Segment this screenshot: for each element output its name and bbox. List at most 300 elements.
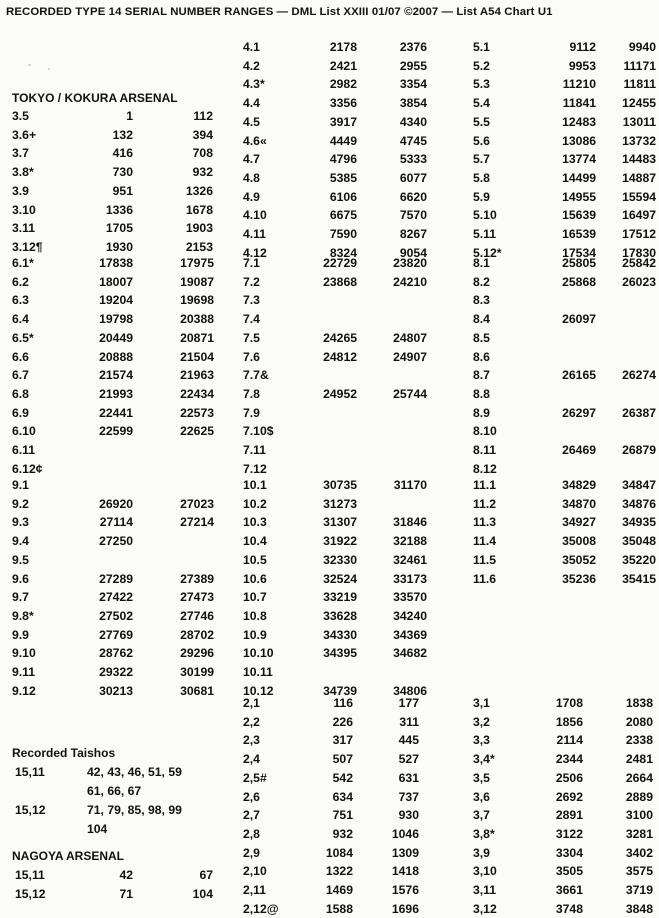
serial-end: 1696 [391,901,419,916]
serial-start: 20449 [99,330,133,345]
month-code: 4.2 [243,58,260,73]
serial-start: 26297 [562,405,596,420]
serial-start: 34829 [562,478,596,492]
month-code: 10.3 [243,515,267,530]
serial-start: 416 [112,146,133,161]
month-code: 7.12 [243,461,267,476]
serial-start: 11841 [562,96,596,111]
serial-row [243,225,435,243]
serial-start: 22729 [323,256,357,270]
serial-start: 226 [332,714,353,729]
month-code: 7.10$ [243,424,274,439]
serial-end: 35415 [622,571,656,586]
month-code: 6.6 [12,349,29,364]
serial-row [473,460,659,478]
month-code: 8.7 [473,368,490,383]
serial-end: 2664 [625,770,653,785]
serial-end: 29296 [180,646,214,661]
serial-end: 33570 [393,590,427,605]
serial-end: 25744 [393,386,427,401]
serial-row [12,460,222,478]
serial-start: 1705 [105,221,133,236]
serial-row [473,206,659,224]
month-code: 4.11 [243,227,267,241]
month-code: 8.8 [473,386,490,401]
serial-start: 1708 [555,696,583,710]
month-code: 3,3 [473,733,490,748]
month-code: 3,11 [473,883,497,897]
month-code: 3.12¶ [12,239,43,254]
serial-start: 3917 [329,114,357,129]
serial-end: 24907 [393,349,427,364]
serial-row [12,310,222,328]
serial-start: 2114 [556,733,583,748]
serial-end: 1326 [185,183,213,198]
month-code: 9.7 [12,590,29,605]
serial-end: 9054 [399,245,427,260]
serial-end: 23820 [393,256,427,270]
serial-end: 2481 [625,752,653,767]
serial-row [243,532,435,550]
serial-start: 2982 [329,77,357,92]
serial-start: 1336 [105,202,133,217]
month-code: 6.2 [12,274,29,289]
serial-start: 30213 [99,683,133,698]
serial-start: 25805 [562,256,596,270]
month-code: 5.1 [473,40,490,54]
serial-end: 394 [192,127,213,142]
serial-row [243,57,435,75]
serial-row [243,460,435,478]
month-code: 3.10 [12,202,36,217]
serial-end: 27023 [180,496,214,511]
serial-start: 27289 [99,571,133,586]
serial-row [12,422,222,440]
serial-row [243,551,435,569]
serial-end: 16497 [622,208,656,223]
serial-end: 34806 [393,683,427,698]
serial-start: 317 [332,733,353,748]
serial-start: 34330 [323,627,357,642]
serial-row [243,366,435,384]
serial-row [12,348,222,366]
serial-end: 14483 [622,152,656,167]
month-code: 2,7 [243,808,260,823]
month-code: 3,9 [473,845,490,860]
serial-start: 26469 [562,443,596,457]
serial-end: 1309 [391,845,419,860]
serial-row [473,806,659,824]
serial-end: 3402 [625,845,653,860]
serial-end: 31846 [393,515,427,530]
month-code: 8.4 [473,312,490,327]
serial-end: 1576 [391,883,419,897]
month-code: 8.9 [473,405,490,420]
serial-row [473,132,659,150]
month-code: 5.9 [473,189,490,204]
serial-end: 13732 [622,133,656,148]
serial-end: 932 [192,165,213,180]
month-code: 11.5 [473,552,497,567]
serial-end: 3354 [399,77,427,92]
serial-start: 951 [112,183,133,198]
serial-start: 132 [112,127,133,142]
serial-start: 21574 [99,368,133,383]
serial-start: 35052 [562,552,596,567]
month-code: 9.6 [12,571,29,586]
serial-row [243,329,435,347]
scan-speck [48,68,50,70]
month-code: 7.5 [243,330,260,345]
serial-end: 15594 [622,189,656,204]
month-code: 7.8 [243,386,260,401]
serial-start: 3505 [555,864,583,879]
serial-end: 527 [398,752,419,767]
month-code: 4.6« [243,133,267,148]
serial-end: 3575 [625,864,653,879]
serial-start: 8324 [329,245,357,260]
serial-end: 2376 [399,40,427,54]
serial-start: 507 [332,752,353,767]
serial-row [243,626,435,644]
month-code: 8.10 [473,424,497,439]
month-code: 2,10 [243,864,267,879]
month-code: 15,12 [15,886,46,901]
serial-row [243,607,435,625]
month-code: 7.3 [243,293,260,308]
serial-start: 1930 [105,239,133,254]
serial-start: 4796 [329,152,357,167]
serial-start: 17838 [99,256,133,270]
serial-row [243,570,435,588]
serial-start: 31307 [323,515,357,530]
serial-row [473,188,659,206]
month-code: 10.2 [243,496,267,511]
serial-end: 24807 [393,330,427,345]
serial-row [243,150,435,168]
serial-row [243,422,435,440]
serial-start: 19204 [99,293,133,308]
serial-row [12,329,222,347]
serial-row [12,682,222,700]
serial-row [473,225,659,243]
month-code: 2,12@ [243,901,279,916]
serial-row [12,607,222,625]
month-code: 4.9 [243,189,260,204]
serial-row [243,495,435,513]
serial-end: 311 [399,714,419,729]
month-code: 5.4 [473,96,490,111]
serial-row [473,150,659,168]
serial-end: 34935 [622,515,656,530]
serial-row [473,731,659,749]
serial-start: 30735 [323,478,357,492]
serial-end: 34876 [622,496,656,511]
serial-start: 3748 [555,901,583,916]
serial-end: 30199 [180,665,214,679]
serial-start: 26920 [99,496,133,511]
serial-row [12,663,222,681]
serial-start: 2178 [329,40,357,54]
serial-row [473,551,659,569]
month-code: 10.8 [243,608,267,623]
month-code: 4.8 [243,170,260,185]
serial-end: 32461 [393,552,427,567]
serial-row [12,254,222,272]
month-code: 8.12 [473,461,497,476]
serial-row [473,329,659,347]
serial-row [12,385,222,403]
serial-end: 33173 [393,571,427,586]
month-code: 3.5 [12,109,29,123]
serial-start: 1084 [325,845,353,860]
month-code: 2,9 [243,845,260,860]
serial-start: 3356 [329,96,357,111]
serial-row [243,769,427,787]
recorded-taishos-label: Recorded Taishos [12,746,116,760]
month-code: 10.6 [243,571,267,586]
month-code: 5.3 [473,77,490,92]
serial-start: 1856 [555,714,583,729]
serial-end: 27473 [180,590,214,605]
serial-end: 27389 [180,571,214,586]
serial-start: 22441 [99,405,133,420]
serial-end: 31170 [393,478,427,492]
serial-end: 22434 [180,386,214,401]
serial-end: 4745 [399,133,427,148]
serial-row [473,291,659,309]
serial-row [473,844,659,862]
serial-end: 930 [398,808,419,823]
serial-row [12,107,221,125]
month-code: 9.9 [12,627,29,642]
serial-row [473,495,659,513]
serial-row [12,219,221,237]
serial-start: 6675 [329,208,357,223]
month-code: 3,5 [473,770,490,785]
serial-row [243,38,435,56]
month-code: 7.1 [243,256,260,270]
serial-row [243,713,427,731]
month-code: 11.3 [473,515,497,530]
serial-start: 32524 [323,571,357,586]
serial-end: 20388 [180,312,214,327]
serial-end: 34682 [393,646,427,661]
serial-end: 7570 [399,208,427,223]
serial-row [12,291,222,309]
serial-row [12,626,222,644]
serial-row [12,126,221,144]
serial-row [473,713,659,731]
taisho-serials-line2: 104 [87,821,108,836]
month-code: 5.2 [473,58,490,73]
serial-end: 19087 [180,274,214,289]
serial-end: 27214 [180,515,214,530]
serial-start: 34395 [323,646,357,661]
serial-end: 6620 [399,189,427,204]
nagoya-label: NAGOYA ARSENAL [12,849,125,863]
month-code: 3,2 [473,714,490,729]
serial-end: 11811 [623,77,656,92]
month-code: 4.1 [243,40,260,54]
month-code: 9.8* [12,608,34,623]
serial-row [473,254,659,272]
month-code: 7.7& [243,368,269,383]
serial-start: 751 [332,808,353,823]
month-code: 3,4* [473,752,495,767]
serial-end: 22573 [180,405,214,420]
serial-start: 17534 [562,245,596,260]
month-code: 2,8 [243,826,260,841]
serial-start: 4449 [329,133,357,148]
serial-row [243,441,435,459]
serial-start: 116 [333,696,353,710]
serial-row [243,750,427,768]
month-code: 9.12 [12,683,36,698]
serial-row [243,94,435,112]
serial-start: 32330 [323,552,357,567]
taisho-serials-line1: 71, 79, 85, 98, 99 [87,803,182,817]
month-code: 11.4 [473,534,497,549]
month-code: 3.7 [12,146,29,161]
serial-end: 20871 [180,330,214,345]
serial-row [12,182,221,200]
serial-start: 34739 [323,683,357,698]
month-code: 4.7 [243,152,260,167]
serial-start: 542 [332,770,353,785]
month-code: 8.2 [473,274,490,289]
taisho-code: 15,12 [15,803,46,817]
serial-row [243,75,435,93]
serial-end: 13011 [622,114,656,129]
serial-end: 17512 [622,227,656,241]
serial-start: 18007 [99,274,133,289]
serial-start: 12483 [562,114,596,129]
month-code: 3,12 [473,901,497,916]
serial-row [12,532,222,550]
month-code: 10.11 [243,665,273,679]
taisho-code: 15,11 [15,765,45,779]
serial-end: 34369 [393,627,427,642]
month-code: 3.11 [12,221,36,236]
serial-row [243,663,435,681]
month-code: 4.12 [243,245,267,260]
month-code: 3.9 [12,183,29,198]
serial-row [243,513,435,531]
serial-start: 26165 [562,368,596,383]
month-code: 5.12* [473,245,502,260]
serial-end: 35048 [622,534,656,549]
month-code: 10.10 [243,646,274,661]
serial-start: 7590 [329,227,357,241]
serial-start: 24265 [323,330,357,345]
serial-end: 737 [398,789,419,804]
month-code: 3.6+ [12,127,37,142]
month-code: 11.2 [473,496,497,511]
serial-row [12,201,221,219]
serial-end: 2889 [625,789,653,804]
serial-start: 33628 [323,608,357,623]
month-code: 9.3 [12,515,29,530]
serial-row [243,273,435,291]
month-code: 3,10 [473,864,497,879]
serial-row [12,273,222,291]
serial-row [243,881,427,899]
month-code: 2,2 [243,714,260,729]
chart-header: RECORDED TYPE 14 SERIAL NUMBER RANGES — DML List XXIII 01/07 ©2007 — List A54 Chart U1 [6,6,553,18]
month-code: 2,1 [243,696,260,710]
serial-row [473,825,659,843]
month-code: 5.6 [473,133,490,148]
serial-end: 177 [398,696,419,710]
month-code: 10.4 [243,534,267,549]
serial-start: 27422 [99,590,133,605]
serial-row [12,513,222,531]
serial-row [243,806,427,824]
month-code: 2,4 [243,752,260,767]
serial-row [473,900,659,918]
month-code: 3,7 [473,808,490,823]
month-code: 6.8 [12,386,29,401]
serial-start: 42 [119,868,133,882]
serial-end: 25842 [622,256,656,270]
month-code: 6.7 [12,368,29,383]
serial-start: 28762 [99,646,133,661]
month-code: 9.1 [12,478,29,492]
serial-start: 27114 [99,515,133,530]
serial-row [473,113,659,131]
serial-end: 32188 [393,534,427,549]
month-code: 10.7 [243,590,267,605]
serial-start: 25868 [562,274,596,289]
serial-end: 1418 [391,864,419,879]
serial-end: 2080 [625,714,653,729]
serial-end: 708 [192,146,213,161]
serial-start: 23868 [323,274,357,289]
month-code: 8.1 [473,256,490,270]
serial-row [473,273,659,291]
serial-end: 14887 [622,170,656,185]
serial-row [12,476,222,494]
serial-row [12,163,221,181]
serial-start: 13086 [562,133,596,148]
serial-end: 22625 [180,424,214,439]
serial-end: 34240 [393,608,427,623]
serial-start: 5385 [329,170,357,185]
serial-end: 21963 [180,368,214,383]
serial-end: 3848 [625,901,653,916]
serial-end: 26274 [622,368,656,383]
serial-start: 24952 [323,386,357,401]
serial-row [243,694,427,712]
month-code: 5.7 [473,152,490,167]
month-code: 7.6 [243,349,260,364]
serial-row [473,476,659,494]
serial-end: 112 [193,109,213,123]
month-code: 10.12 [243,683,274,698]
serial-start: 932 [332,826,353,841]
serial-end: 3854 [399,96,427,111]
taisho-serials-line2: 61, 66, 67 [87,783,142,798]
serial-row [243,206,435,224]
month-code: 2,5# [243,770,267,785]
month-code: 7.2 [243,274,260,289]
serial-start: 21993 [99,386,133,401]
month-code: 6.10 [12,424,36,439]
serial-start: 3122 [555,826,583,841]
serial-start: 34870 [562,496,596,511]
month-code: 7.11 [243,443,267,457]
